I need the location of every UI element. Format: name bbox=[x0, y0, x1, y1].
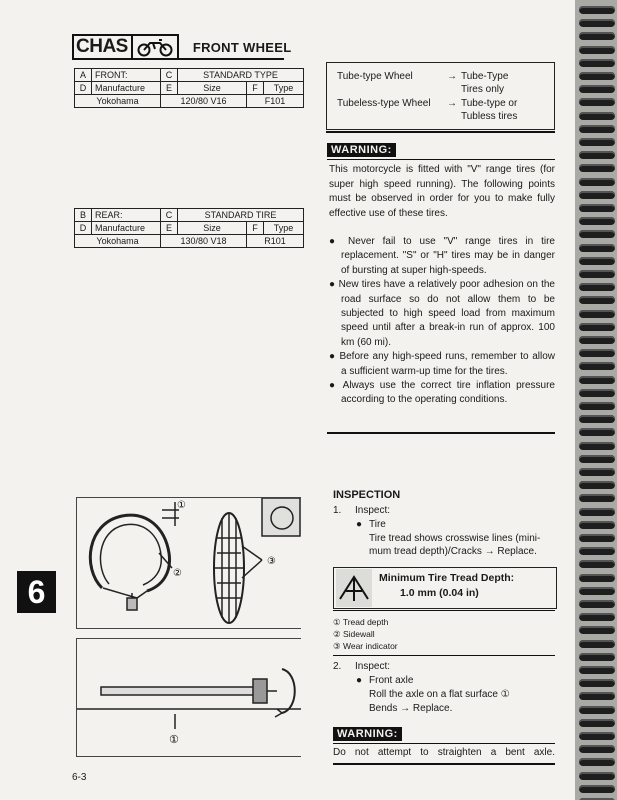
binding-coil bbox=[579, 494, 615, 502]
divider bbox=[333, 610, 555, 611]
tube-type-box bbox=[326, 62, 555, 130]
bullet-icon: ● bbox=[356, 519, 363, 530]
list-item: ● Never fail to use "V" range tires in tire replacement. "S" or "H" tires may be in danger of bursting at super high-speeds. bbox=[329, 236, 555, 276]
binding-coil bbox=[579, 428, 615, 436]
cell: B bbox=[75, 209, 92, 222]
tube-value-1: Tube-Type bbox=[461, 71, 509, 82]
step-text: Inspect: bbox=[355, 661, 391, 672]
binding-coil bbox=[579, 415, 615, 423]
step-text: Inspect: bbox=[355, 505, 391, 516]
arrow-icon: → bbox=[447, 71, 457, 82]
binding-coil bbox=[579, 666, 615, 674]
binding-coil bbox=[579, 758, 615, 766]
cell: E bbox=[161, 222, 178, 235]
cell: Manufacture bbox=[92, 222, 161, 235]
binding-coil bbox=[579, 772, 615, 780]
section-tag bbox=[72, 34, 179, 60]
binding-coil bbox=[579, 508, 615, 516]
binding-coil bbox=[579, 138, 615, 146]
binding-coil bbox=[579, 19, 615, 27]
section-heading: INSPECTION bbox=[333, 489, 401, 501]
motorcycle-icon bbox=[131, 36, 177, 58]
step-number: 1. bbox=[333, 505, 342, 516]
warning-label: WARNING: bbox=[333, 727, 402, 741]
cell: 130/80 V18 bbox=[161, 235, 247, 248]
cell: 120/80 V16 bbox=[161, 95, 247, 108]
axle-figure bbox=[76, 638, 301, 757]
page-title: FRONT WHEEL bbox=[192, 39, 292, 55]
spec-value: 1.0 mm (0.04 in) bbox=[400, 587, 479, 599]
legend-item: ② Sidewall bbox=[333, 629, 375, 639]
binding-coil bbox=[579, 283, 615, 291]
tube-value-2: Tires only bbox=[461, 84, 504, 95]
binding-coil bbox=[579, 468, 615, 476]
section-header bbox=[72, 34, 291, 60]
list-item: ● Before any high-speed runs, remember to allow a sufficient warm-up time for the tires. bbox=[329, 351, 555, 377]
divider bbox=[326, 131, 555, 133]
binding-coil bbox=[579, 640, 615, 648]
front-tire-table bbox=[74, 68, 304, 108]
binding-coil bbox=[579, 745, 615, 753]
binding-coil bbox=[579, 112, 615, 120]
binding-coil bbox=[579, 310, 615, 318]
tire-figure bbox=[76, 497, 301, 629]
spec-label: Minimum Tire Tread Depth: bbox=[379, 572, 515, 584]
binding-coil bbox=[579, 59, 615, 67]
cell: Size bbox=[178, 222, 247, 235]
cell: D bbox=[75, 222, 92, 235]
list-item: ● Always use the correct tire inflation pressure according to the operating conditions. bbox=[329, 380, 555, 406]
cell: FRONT: bbox=[92, 69, 161, 82]
cell: E bbox=[161, 82, 178, 95]
divider bbox=[327, 432, 555, 434]
binding-coil bbox=[579, 164, 615, 172]
cell: D bbox=[75, 82, 92, 95]
page-number: 6-3 bbox=[72, 772, 87, 783]
binding-coil bbox=[579, 151, 615, 159]
binding-coil bbox=[579, 719, 615, 727]
binding-coil bbox=[579, 6, 615, 14]
divider bbox=[333, 743, 555, 744]
binding-coil bbox=[579, 257, 615, 265]
binding-coil bbox=[579, 692, 615, 700]
header-rule bbox=[72, 58, 284, 60]
bullet-text: Always use the correct tire inflation pressure according to the operating conditions. bbox=[341, 380, 555, 406]
cell: A bbox=[75, 69, 92, 82]
binding-coil bbox=[579, 389, 615, 397]
cell: C bbox=[161, 69, 178, 82]
arrow-icon: → bbox=[447, 98, 457, 109]
binding-coil bbox=[579, 362, 615, 370]
cell: Size bbox=[178, 82, 247, 95]
divider bbox=[327, 159, 555, 160]
cell: Type bbox=[264, 222, 304, 235]
cell: Yokohama bbox=[75, 95, 161, 108]
spec-box bbox=[333, 567, 557, 609]
binding-coil bbox=[579, 125, 615, 133]
binding-coil bbox=[579, 336, 615, 344]
tubeless-value-1: Tube-type or bbox=[461, 98, 518, 109]
binding-coil bbox=[579, 402, 615, 410]
warning-bullets bbox=[329, 235, 555, 408]
bullet-icon: ● bbox=[356, 675, 363, 686]
bullet-text: New tires have a relatively poor adhesion on the road surface so do not allow them to be subjected to high speed load from maximum speed until after a break-in run of approx. 100 km (60 mi). bbox=[338, 279, 555, 348]
binding-coil bbox=[579, 455, 615, 463]
tubeless-label: Tubeless-type Wheel bbox=[337, 98, 431, 109]
binding-coil bbox=[579, 547, 615, 555]
callout-1: ① bbox=[177, 500, 186, 511]
binding-coil bbox=[579, 574, 615, 582]
binding-coil bbox=[579, 349, 615, 357]
cell: STANDARD TYPE bbox=[178, 69, 304, 82]
cell: Manufacture bbox=[92, 82, 161, 95]
binding-coil bbox=[579, 785, 615, 793]
item-desc: Bends → Replace. bbox=[369, 703, 453, 714]
binding-coil bbox=[579, 534, 615, 542]
binding-coil bbox=[579, 679, 615, 687]
axle-illustration bbox=[77, 639, 301, 756]
binding-coil bbox=[579, 560, 615, 568]
warning-intro: This motorcycle is fitted with "V" range tires (for super high speed running). The following points must be observed in order for you to make fully effective use of these tires. bbox=[329, 164, 555, 219]
binding-coil bbox=[579, 204, 615, 212]
tubeless-value-2: Tubless tires bbox=[461, 111, 518, 122]
binding-coil bbox=[579, 600, 615, 608]
callout-2: ② bbox=[173, 568, 182, 579]
binding-coil bbox=[579, 296, 615, 304]
cell: R101 bbox=[247, 235, 304, 248]
binding-coil bbox=[579, 481, 615, 489]
section-code: CHAS bbox=[76, 36, 128, 57]
binding-coil bbox=[579, 270, 615, 278]
step-number: 2. bbox=[333, 661, 342, 672]
binding-coil bbox=[579, 46, 615, 54]
binding-coil bbox=[579, 587, 615, 595]
item-label: Front axle bbox=[369, 675, 414, 686]
binding-coil bbox=[579, 72, 615, 80]
binding-coil bbox=[579, 626, 615, 634]
item-desc: Tire tread shows crosswise lines (mini- bbox=[369, 533, 541, 544]
cell: F bbox=[247, 82, 264, 95]
binding-coil bbox=[579, 230, 615, 238]
binding-coil bbox=[579, 323, 615, 331]
binding-coil bbox=[579, 244, 615, 252]
legend-item: ① Tread depth bbox=[333, 617, 389, 627]
binding-coil bbox=[579, 732, 615, 740]
binding-coil bbox=[579, 653, 615, 661]
bullet-text: Never fail to use "V" range tires in tire replacement. "S" or "H" tires may be in danger of bursting at super high-speeds. bbox=[341, 236, 555, 276]
binding-coil bbox=[579, 98, 615, 106]
callout-3: ③ bbox=[267, 556, 276, 567]
callout-1: ① bbox=[169, 733, 179, 746]
tube-label: Tube-type Wheel bbox=[337, 71, 413, 82]
tire-illustration bbox=[77, 498, 301, 628]
warning-label: WARNING: bbox=[327, 143, 396, 157]
binding-coil bbox=[579, 217, 615, 225]
binding-coil bbox=[579, 32, 615, 40]
cell: F bbox=[247, 222, 264, 235]
binding-coil bbox=[579, 521, 615, 529]
binding-coil bbox=[579, 442, 615, 450]
cell: Type bbox=[264, 82, 304, 95]
binding-coil bbox=[579, 178, 615, 186]
rear-tire-table bbox=[74, 208, 304, 248]
chapter-tab: 6 bbox=[17, 571, 56, 613]
cell: F101 bbox=[247, 95, 304, 108]
item-desc: Roll the axle on a flat surface ① bbox=[369, 689, 510, 700]
caliper-icon bbox=[336, 569, 372, 607]
item-label: Tire bbox=[369, 519, 386, 530]
item-desc: mum tread depth)/Cracks → Replace. bbox=[369, 546, 537, 557]
divider bbox=[333, 763, 555, 765]
spiral-binding bbox=[575, 0, 617, 800]
binding-coil bbox=[579, 613, 615, 621]
legend-item: ③ Wear indicator bbox=[333, 641, 398, 651]
binding-coil bbox=[579, 191, 615, 199]
binding-coil bbox=[579, 376, 615, 384]
divider bbox=[333, 655, 555, 656]
bullet-text: Before any high-speed runs, remember to allow a sufficient warm-up time for the tires. bbox=[339, 351, 555, 377]
binding-coil bbox=[579, 706, 615, 714]
list-item: ● New tires have a relatively poor adhesion on the road surface so do not allow them to be subjected to high speed load from maximum speed until after a break-in run of approx. 100 km (60 mi). bbox=[329, 279, 555, 348]
warning-text: Do not attempt to straighten a bent axle. bbox=[333, 747, 555, 758]
cell: REAR: bbox=[92, 209, 161, 222]
binding-coil bbox=[579, 85, 615, 93]
cell: C bbox=[161, 209, 178, 222]
cell: STANDARD TIRE bbox=[178, 209, 304, 222]
cell: Yokohama bbox=[75, 235, 161, 248]
